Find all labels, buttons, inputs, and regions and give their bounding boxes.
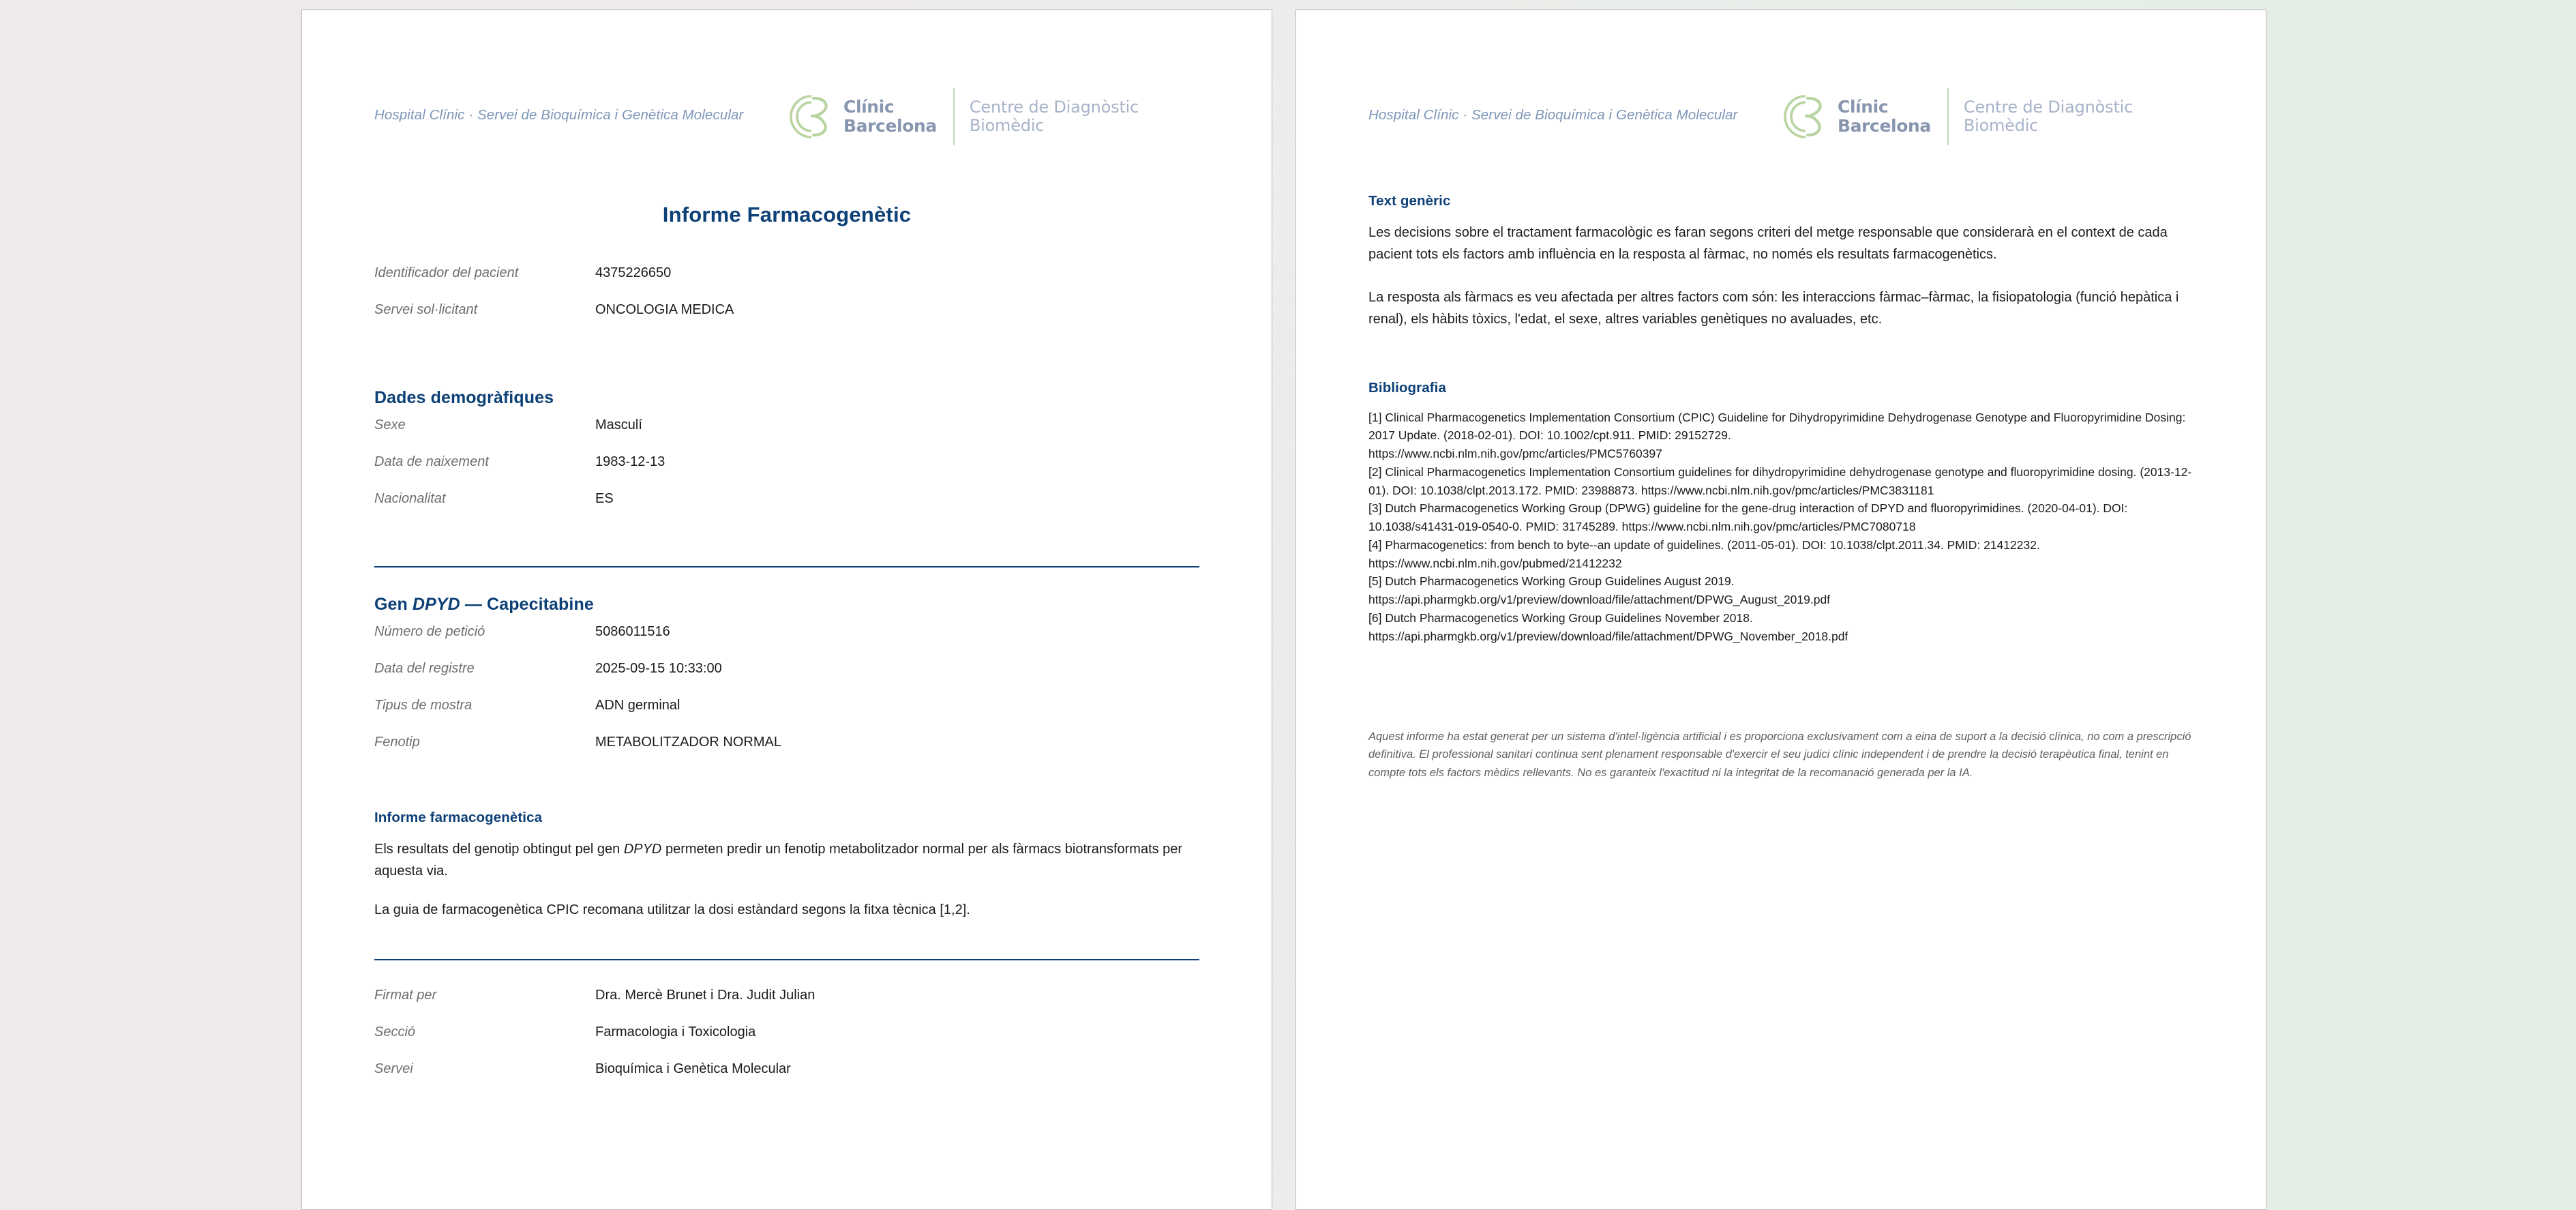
field-label: Secció: [374, 1024, 416, 1040]
logo-subtitle-line-1: Centre de Diagnòstic: [969, 97, 1139, 117]
bibliography-entry-url[interactable]: https://www.ncbi.nlm.nih.gov/pmc/articles/PMC5760397: [1368, 447, 1662, 461]
field-row-signed-by: [374, 988, 1199, 1024]
bibliography-entries: [1368, 409, 2193, 646]
clinic-barcelona-swirl-logo-icon: [1783, 91, 1833, 142]
page-2-header: [1368, 85, 2193, 173]
field-row-requesting-service: [374, 302, 1199, 339]
logo-divider: [953, 88, 955, 145]
clinic-barcelona-swirl-logo-icon: [789, 91, 839, 142]
field-value: Bioquímica i Genètica Molecular: [595, 1061, 791, 1077]
bibliography-entry: [2] Clinical Pharmacogenetics Implementation Consortium guidelines for dihydropyrimidine dehydrogenase genotype and fluoropyrimidine dosing. (2013-12-01). DOI: 10.1038/clpt.2013.172. PMID: 23988873. https://www.ncbi.nlm.nih.gov/pmc/articles/PMC3831181: [1368, 464, 2192, 497]
pharmacogenetic-report-heading: Informe farmacogenètica: [374, 810, 543, 825]
field-value: 2025-09-15 10:33:00: [595, 661, 722, 676]
generic-text-paragraph-2: La resposta als fàrmacs es veu afectada per altres factors com són: les interaccions fàrmac–fàrmac, la fisiopatologia (funció hepàtica i renal), els hàbits tòxics, l'edat, el sexe, altres variables genètiques no avaluades, etc.: [1368, 289, 2179, 327]
demographics-fields: [374, 417, 1199, 528]
field-row-service: [374, 1061, 1199, 1098]
field-label: Servei sol·licitant: [374, 302, 478, 317]
field-value: 4375226650: [595, 265, 672, 280]
clinic-barcelona-logo: [1783, 85, 2133, 148]
field-value: ES: [595, 491, 614, 506]
field-row-phenotype: [374, 735, 1199, 771]
generic-text-heading: Text genèric: [1368, 193, 1451, 209]
document-page-1: [301, 10, 1272, 1210]
header-organization-line: Hospital Clínic · Servei de Bioquímica i Genètica Molecular: [374, 107, 744, 123]
signature-section: [374, 988, 1199, 1098]
logo-subtitle: [970, 98, 1139, 136]
pharmacogenetic-report-paragraph-1: [374, 838, 1199, 883]
field-row-registry-date: [374, 661, 1199, 698]
field-label: Identificador del pacient: [374, 265, 519, 280]
page-title: Informe Farmacogenètic: [662, 203, 912, 226]
page-1-content: [374, 10, 1199, 1098]
field-label: Fenotip: [374, 735, 420, 750]
field-value: 5086011516: [595, 624, 670, 639]
bibliography-entry: [5] Dutch Pharmacogenetics Working Group Guidelines August 2019.: [1368, 574, 1735, 589]
logo-subtitle: [1964, 98, 2133, 136]
field-value: ONCOLOGIA MEDICA: [595, 302, 734, 317]
demographics-heading: Dades demogràfiques: [374, 388, 554, 407]
page-1-header: [374, 85, 1199, 173]
header-organization-line: Hospital Clínic · Servei de Bioquímica i Genètica Molecular: [1368, 107, 1738, 123]
section-divider-bottom: [374, 959, 1199, 960]
field-label: Servei: [374, 1061, 413, 1077]
field-label: Tipus de mostra: [374, 698, 473, 713]
logo-wordmark-line-2: Barcelona: [1838, 116, 1931, 136]
field-row-section: [374, 1024, 1199, 1061]
field-value: Farmacologia i Toxicologia: [595, 1024, 756, 1040]
logo-subtitle-line-2: Biomèdic: [969, 116, 1045, 135]
pharmacogenetic-report-paragraph-2: La guia de farmacogenètica CPIC recomana utilitzar la dosi estàndard segons la fitxa tècnica [1,2].: [374, 902, 970, 917]
field-value: Dra. Mercè Brunet i Dra. Judit Julian: [595, 988, 815, 1003]
logo-divider: [1947, 88, 1949, 145]
pharmacogenetic-report-section: [374, 810, 1199, 921]
field-value: Masculí: [595, 417, 642, 432]
logo-wordmark-line-2: Barcelona: [843, 116, 937, 136]
bibliography-entry-url[interactable]: https://www.ncbi.nlm.nih.gov/pubmed/21412232: [1368, 556, 1622, 570]
section-divider-top: [374, 566, 1199, 567]
bibliography-entry-url[interactable]: https://api.pharmgkb.org/v1/preview/download/file/attachment/DPWG_August_2019.pdf: [1368, 593, 1831, 607]
ai-disclaimer-text: Aquest informe ha estat generat per un sistema d'intel·ligència artificial i es proporciona exclusivament com a eina de suport a la decisió clínica, no com a prescripció definitiva. El professional sanitari continua sent plenament responsable d'exercir el seu judici clínic independent i de prendre la decisió terapèutica final, tenint en compte tots els factors mèdics rellevants. No es garanteix l'exactitud ni la integritat de la recomanació generada per la IA.: [1368, 730, 2191, 779]
bibliography-heading: Bibliografia: [1368, 379, 1446, 396]
gene-heading-separator: —: [460, 595, 488, 614]
field-row-patient-id: [374, 265, 1199, 302]
logo-wordmark-line-1: Clínic: [843, 97, 895, 117]
document-page-2: [1296, 10, 2266, 1210]
field-row-sample-type: [374, 698, 1199, 735]
logo-subtitle-line-1: Centre de Diagnòstic: [1963, 97, 2133, 117]
bibliography-entry: [1] Clinical Pharmacogenetics Implementation Consortium (CPIC) Guideline for Dihydropyrimidine Dehydrogenase Genotype and Fluoropyrimidine Dosing: 2017 Update. (2018-02-01). DOI: 10.1002/cpt.911. PMID: 29152729.: [1368, 410, 2186, 443]
gene-section-fields: [374, 624, 1199, 771]
gene-section: [374, 595, 1199, 771]
logo-wordmark-line-1: Clínic: [1838, 97, 1889, 117]
paragraph-1-part-1: Els resultats del genotip obtingut pel gen: [374, 842, 624, 857]
field-value: ADN germinal: [595, 698, 680, 713]
logo-wordmark: [1838, 98, 1931, 136]
patient-identification-fields: [374, 265, 1199, 339]
page-2-content: [1368, 10, 2193, 782]
paragraph-1-part-2: permeten predir un fenotip metabolitzador normal per als fàrmacs biotransformats per aquesta via.: [374, 842, 1183, 879]
field-label: Data del registre: [374, 661, 475, 676]
clinic-barcelona-logo: [789, 85, 1139, 148]
bibliography-entry: [3] Dutch Pharmacogenetics Working Group (DPWG) guideline for the gene-drug interaction of DPYD and fluoropyrimidines. (2020-04-01). DOI: 10.1038/s41431-019-0540-0. PMID: 31745289. https://www.ncbi.nlm.nih.gov/pmc/articles/PMC7080718: [1368, 501, 2128, 534]
gene-heading-prefix: Gen: [374, 595, 413, 614]
field-label: Data de naixement: [374, 454, 489, 469]
field-value: METABOLITZADOR NORMAL: [595, 735, 781, 750]
logo-subtitle-line-2: Biomèdic: [1963, 116, 2039, 135]
field-label: Firmat per: [374, 988, 437, 1003]
bibliography-entry: [6] Dutch Pharmacogenetics Working Group Guidelines November 2018.: [1368, 610, 1753, 625]
field-value: 1983-12-13: [595, 454, 665, 469]
bibliography-entry: [4] Pharmacogenetics: from bench to byte--an update of guidelines. (2011-05-01). DOI: 10.1038/clpt.2011.34. PMID: 21412232.: [1368, 537, 2040, 552]
field-row-sex: [374, 417, 1199, 454]
generic-text-section: [1368, 193, 2193, 331]
gene-section-heading: [374, 595, 1199, 615]
field-label: Sexe: [374, 417, 406, 432]
logo-wordmark: [843, 98, 937, 136]
bibliography-entry-url[interactable]: https://api.pharmgkb.org/v1/preview/download/file/attachment/DPWG_November_2018.pdf: [1368, 629, 1848, 643]
field-label: Nacionalitat: [374, 491, 446, 506]
field-label: Número de petició: [374, 624, 485, 639]
gene-heading-drug-name: Capecitabine: [487, 595, 594, 614]
field-row-request-number: [374, 624, 1199, 661]
field-row-nationality: [374, 491, 1199, 528]
bibliography-section: [1368, 380, 2193, 646]
demographics-section: [374, 388, 1199, 528]
generic-text-paragraph-1: Les decisions sobre el tractament farmacològic es faran segons criteri del metge responsable que considerarà en el context de cada pacient tots els factors amb influència en la resposta al fàrmac, no només els resultats farmacogenètics.: [1368, 225, 2168, 263]
field-row-birth-date: [374, 454, 1199, 491]
gene-heading-gene-name: DPYD: [412, 595, 460, 614]
paragraph-1-gene-name: DPYD: [623, 842, 662, 857]
